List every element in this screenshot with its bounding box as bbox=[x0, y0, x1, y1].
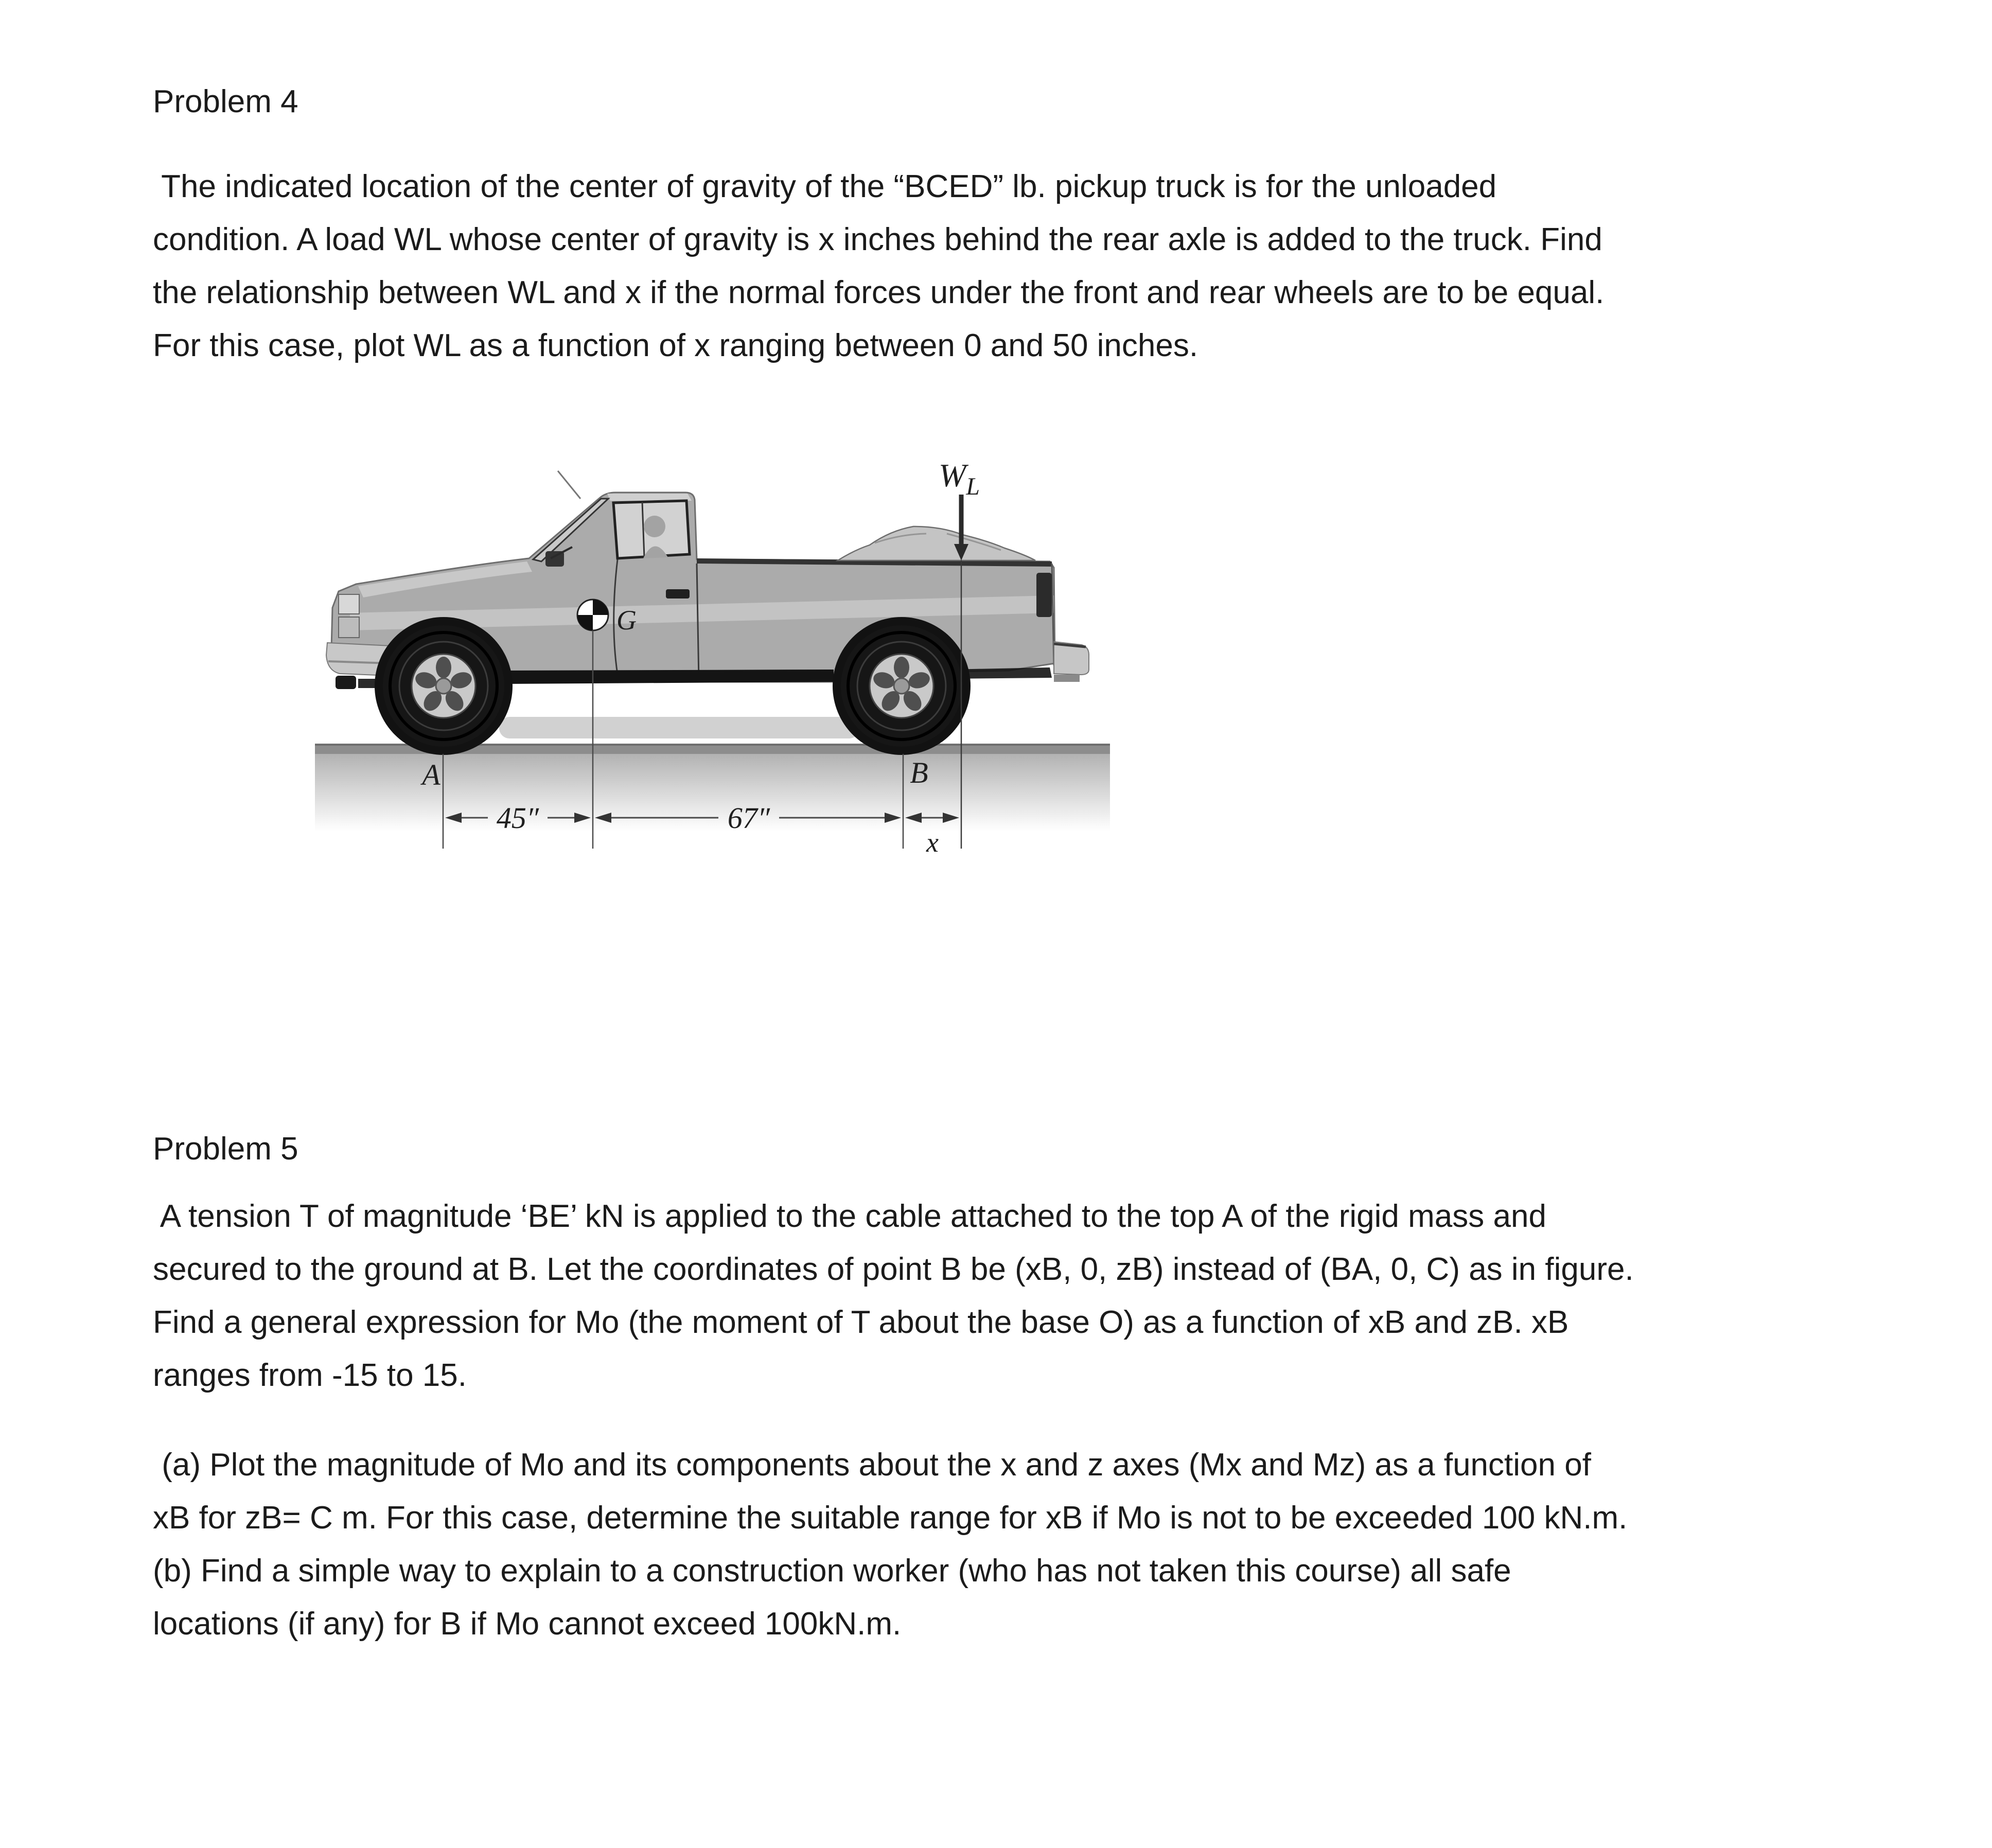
text-line: The indicated location of the center of gravity of the “BCED” lb. pickup truck is for the unloaded bbox=[153, 169, 1497, 204]
front-center-cap bbox=[436, 678, 451, 694]
truck-figure bbox=[309, 449, 1132, 861]
driver-head bbox=[644, 516, 665, 537]
tarp-mound bbox=[838, 526, 1035, 560]
text-line: locations (if any) for B if Mo cannot exceed 100kN.m. bbox=[153, 1606, 902, 1642]
dim-67-label: 67″ bbox=[727, 801, 770, 835]
truck-underbody-shadow bbox=[499, 717, 859, 738]
text-line: (a) Plot the magnitude of Mo and its components about the x and z axes (Mx and Mz) as a function of bbox=[153, 1447, 1591, 1483]
cg-label: G bbox=[616, 605, 637, 636]
text-line: condition. A load WL whose center of gravity is x inches behind the rear axle is added to the truck. Find bbox=[153, 222, 1602, 257]
document-page bbox=[153, 75, 1992, 1650]
text-line: A tension T of magnitude ‘BE’ kN is applied to the cable attached to the top A of the rigid mass and bbox=[153, 1199, 1546, 1234]
text-line: Find a general expression for Mo (the moment of T about the base O) as a function of xB and zB. xB bbox=[153, 1305, 1569, 1340]
text-line: xB for zB= C m. For this case, determine the suitable range for xB if Mo is not to be exceeded 100 kN.m. bbox=[153, 1500, 1628, 1536]
taillight bbox=[1036, 573, 1052, 617]
text-line: For this case, plot WL as a function of x ranging between 0 and 50 inches. bbox=[153, 328, 1198, 363]
rocker-panel bbox=[504, 670, 834, 684]
truck-figure-svg bbox=[309, 449, 1132, 861]
rear-end bbox=[1054, 642, 1089, 682]
text-line: (b) Find a simple way to explain to a construction worker (who has not taken this course) all safe bbox=[153, 1553, 1511, 1589]
problem5-paragraph-2 bbox=[153, 1438, 1992, 1650]
load-weight-label: $W_L$ bbox=[938, 457, 980, 500]
rear-wheel bbox=[841, 625, 962, 747]
tow-hook bbox=[336, 676, 356, 689]
door-handle bbox=[666, 589, 690, 599]
text-line: secured to the ground at B. Let the coordinates of point B be (xB, 0, zB) instead of (BA, 0, C) as in figure. bbox=[153, 1252, 1634, 1287]
problem5-paragraph-1 bbox=[153, 1190, 1992, 1402]
problem4-title: Problem 4 bbox=[153, 84, 298, 119]
headlight-lower bbox=[339, 617, 359, 638]
rear-center-cap bbox=[894, 678, 909, 694]
dim-45-label: 45″ bbox=[496, 801, 539, 835]
problem4-paragraph bbox=[153, 160, 1992, 372]
text-line: the relationship between WL and x if the normal forces under the front and rear wheels are to be equal. bbox=[153, 275, 1605, 310]
load-tarp bbox=[838, 526, 1035, 560]
rear-bumper-step bbox=[1054, 675, 1080, 682]
roof-highlight bbox=[607, 494, 692, 501]
headlight-upper bbox=[339, 594, 359, 614]
antenna bbox=[558, 471, 580, 499]
dim-x-label: x bbox=[926, 827, 939, 858]
point-a-label: A bbox=[422, 758, 440, 791]
front-wheel bbox=[383, 625, 504, 747]
text-line: ranges from -15 to 15. bbox=[153, 1358, 467, 1393]
point-b-label: B bbox=[910, 756, 928, 789]
problem5-title: Problem 5 bbox=[153, 1131, 298, 1167]
